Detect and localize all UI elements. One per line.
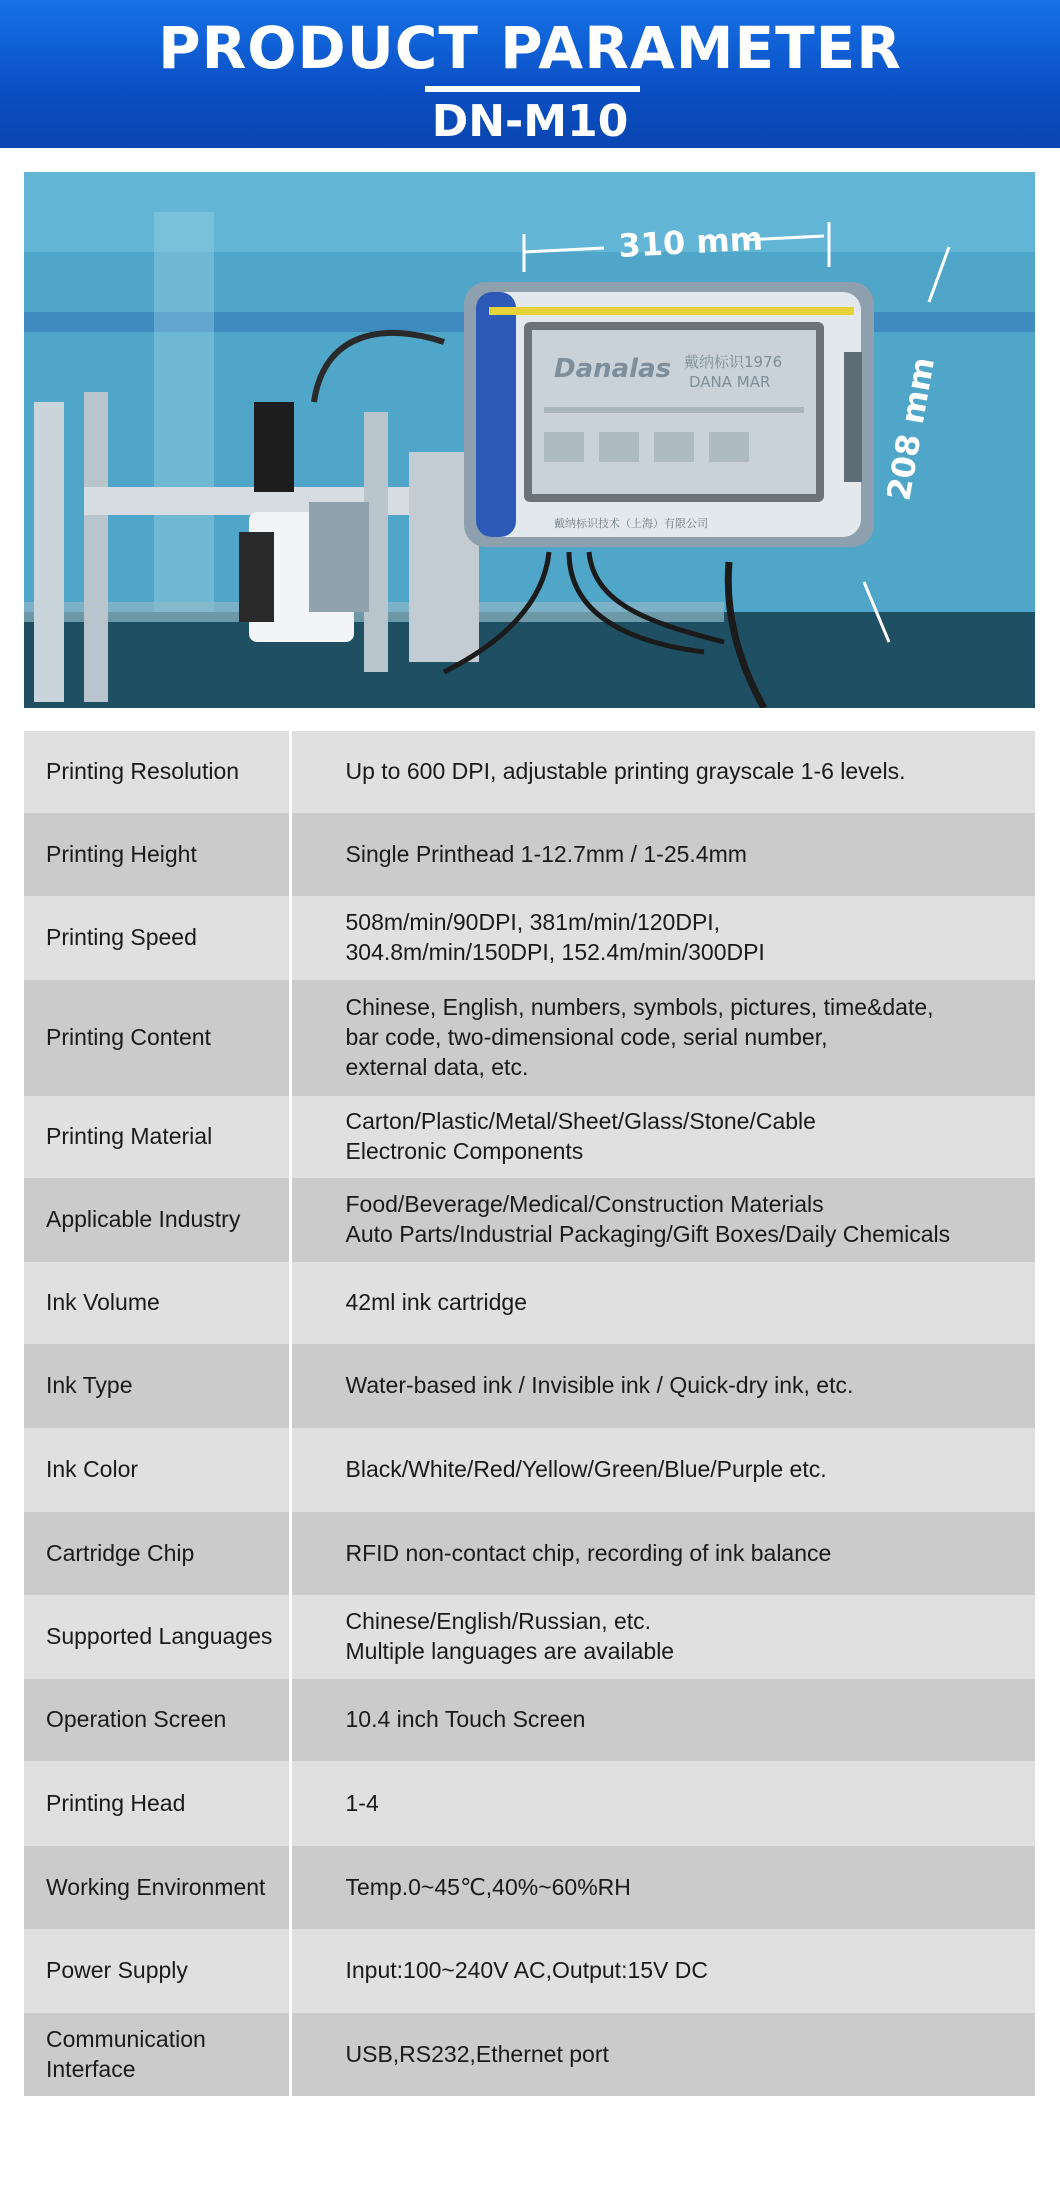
product-illustration xyxy=(24,172,1035,708)
screen-ui-button xyxy=(599,432,639,462)
spec-label: Printing Material xyxy=(24,1096,290,1178)
spec-row xyxy=(24,1178,1035,1262)
spec-row xyxy=(24,1096,1035,1178)
spec-value-line: Up to 600 DPI, adjustable printing grayscale 1-6 levels. xyxy=(345,758,906,785)
spec-value xyxy=(290,1929,1035,2013)
spec-label: Communication Interface xyxy=(24,2013,290,2096)
spec-label: Printing Head xyxy=(24,1761,290,1846)
spec-value-line: Chinese, English, numbers, symbols, pictures, time&date, xyxy=(345,994,934,1021)
printhead-clamp xyxy=(309,502,369,612)
model-name: DN-M10 xyxy=(431,96,629,147)
spec-row xyxy=(24,1846,1035,1929)
device-caption: 戴纳标识技术（上海）有限公司 xyxy=(554,517,708,530)
spec-value-line: external data, etc. xyxy=(345,1053,529,1080)
spec-label: Power Supply xyxy=(24,1929,290,2013)
spec-label: Printing Resolution xyxy=(24,731,290,813)
spec-value-line: Auto Parts/Industrial Packaging/Gift Boxes/Daily Chemicals xyxy=(345,1221,951,1247)
spec-row xyxy=(24,980,1035,1096)
spec-row xyxy=(24,731,1035,813)
spec-value xyxy=(290,1846,1035,1929)
spec-value xyxy=(290,1761,1035,1846)
spec-value-line: Chinese/English/Russian, etc. xyxy=(345,1608,652,1635)
spec-value-line: Food/Beverage/Medical/Construction Materials xyxy=(345,1191,824,1218)
frame-post-left xyxy=(34,402,64,702)
spec-value-line: Electronic Components xyxy=(345,1138,584,1164)
title-underline xyxy=(425,86,640,92)
screen-brand-cn: 戴纳标识1976 xyxy=(684,353,783,371)
spec-row xyxy=(24,1595,1035,1679)
spec-label: Printing Height xyxy=(24,813,290,896)
spec-label: Printing Speed xyxy=(24,896,290,980)
spec-label: Ink Volume xyxy=(24,1262,290,1344)
spec-value xyxy=(290,1679,1035,1761)
spec-value-line: Single Printhead 1-12.7mm / 1-25.4mm xyxy=(345,840,747,867)
controller-side-blue xyxy=(476,292,516,537)
ink-cartridge xyxy=(239,532,274,622)
spec-label: Ink Color xyxy=(24,1428,290,1512)
spec-label: Printing Content xyxy=(24,980,290,1096)
spec-value-line: 1-4 xyxy=(345,1789,379,1816)
spec-label: Operation Screen xyxy=(24,1679,290,1761)
spec-row xyxy=(24,2013,1035,2096)
screen-ui-button xyxy=(654,432,694,462)
screen-ui-bar xyxy=(544,407,804,413)
spec-value xyxy=(290,1344,1035,1428)
spec-value-line: Black/White/Red/Yellow/Green/Blue/Purple etc. xyxy=(345,1456,827,1483)
spec-row xyxy=(24,813,1035,896)
spec-table xyxy=(24,731,1035,2096)
page-header xyxy=(0,0,1060,148)
spec-value xyxy=(290,731,1035,813)
spec-value-line: Temp.0~45℃,40%~60%RH xyxy=(345,1873,631,1900)
width-label: 310 mm xyxy=(617,219,764,265)
screen-logo: Danalas xyxy=(554,354,672,384)
spec-value-line: USB,RS232,Ethernet port xyxy=(345,2040,609,2067)
screen-ui-button xyxy=(709,432,749,462)
spec-value-line: Input:100~240V AC,Output:15V DC xyxy=(345,1957,708,1984)
page-title: PRODUCT PARAMETER xyxy=(158,14,902,82)
frame-post-mid xyxy=(84,392,108,702)
spec-value xyxy=(290,813,1035,896)
spec-value-line: 42ml ink cartridge xyxy=(345,1289,528,1316)
screen-ui-button xyxy=(544,432,584,462)
spec-value-line: 304.8m/min/150DPI, 152.4m/min/300DPI xyxy=(345,939,765,965)
spec-value xyxy=(290,2013,1035,2096)
printhead-mount xyxy=(254,402,294,492)
spec-value-line: RFID non-contact chip, recording of ink balance xyxy=(345,1539,832,1566)
spec-label: Applicable Industry xyxy=(24,1178,290,1262)
spec-value-line: 10.4 inch Touch Screen xyxy=(345,1706,586,1733)
spec-value-line: Water-based ink / Invisible ink / Quick-dry ink, etc. xyxy=(345,1372,854,1399)
spec-row xyxy=(24,896,1035,980)
spec-row xyxy=(24,1344,1035,1428)
spec-row xyxy=(24,1262,1035,1344)
spec-row xyxy=(24,1679,1035,1761)
spec-value-line: Multiple languages are available xyxy=(345,1638,675,1664)
controller-side-ports xyxy=(844,352,862,482)
spec-value-line: Carton/Plastic/Metal/Sheet/Glass/Stone/Cable xyxy=(345,1108,816,1135)
spec-value xyxy=(290,896,1035,980)
spec-row xyxy=(24,1761,1035,1846)
spec-value xyxy=(290,1178,1035,1262)
spec-label: Working Environment xyxy=(24,1846,290,1929)
spec-value xyxy=(290,1096,1035,1178)
spec-value xyxy=(290,1512,1035,1595)
spec-value xyxy=(290,1428,1035,1512)
controller-top-strip xyxy=(489,307,854,315)
spec-label: Cartridge Chip xyxy=(24,1512,290,1595)
spec-value xyxy=(290,1262,1035,1344)
spec-label: Ink Type xyxy=(24,1344,290,1428)
spec-value xyxy=(290,1595,1035,1679)
spec-row xyxy=(24,1512,1035,1595)
spec-value-line: bar code, two-dimensional code, serial number, xyxy=(345,1024,828,1051)
spec-row xyxy=(24,1428,1035,1512)
screen-brand-sub: DANA MAR xyxy=(689,373,771,391)
spec-row xyxy=(24,1929,1035,2013)
spec-value xyxy=(290,980,1035,1096)
pillar xyxy=(154,212,214,632)
height-label: 208 mm xyxy=(879,354,942,504)
spec-label: Supported Languages xyxy=(24,1595,290,1679)
spec-value-line: 508m/min/90DPI, 381m/min/120DPI, xyxy=(345,909,721,936)
product-photo xyxy=(24,172,1035,708)
